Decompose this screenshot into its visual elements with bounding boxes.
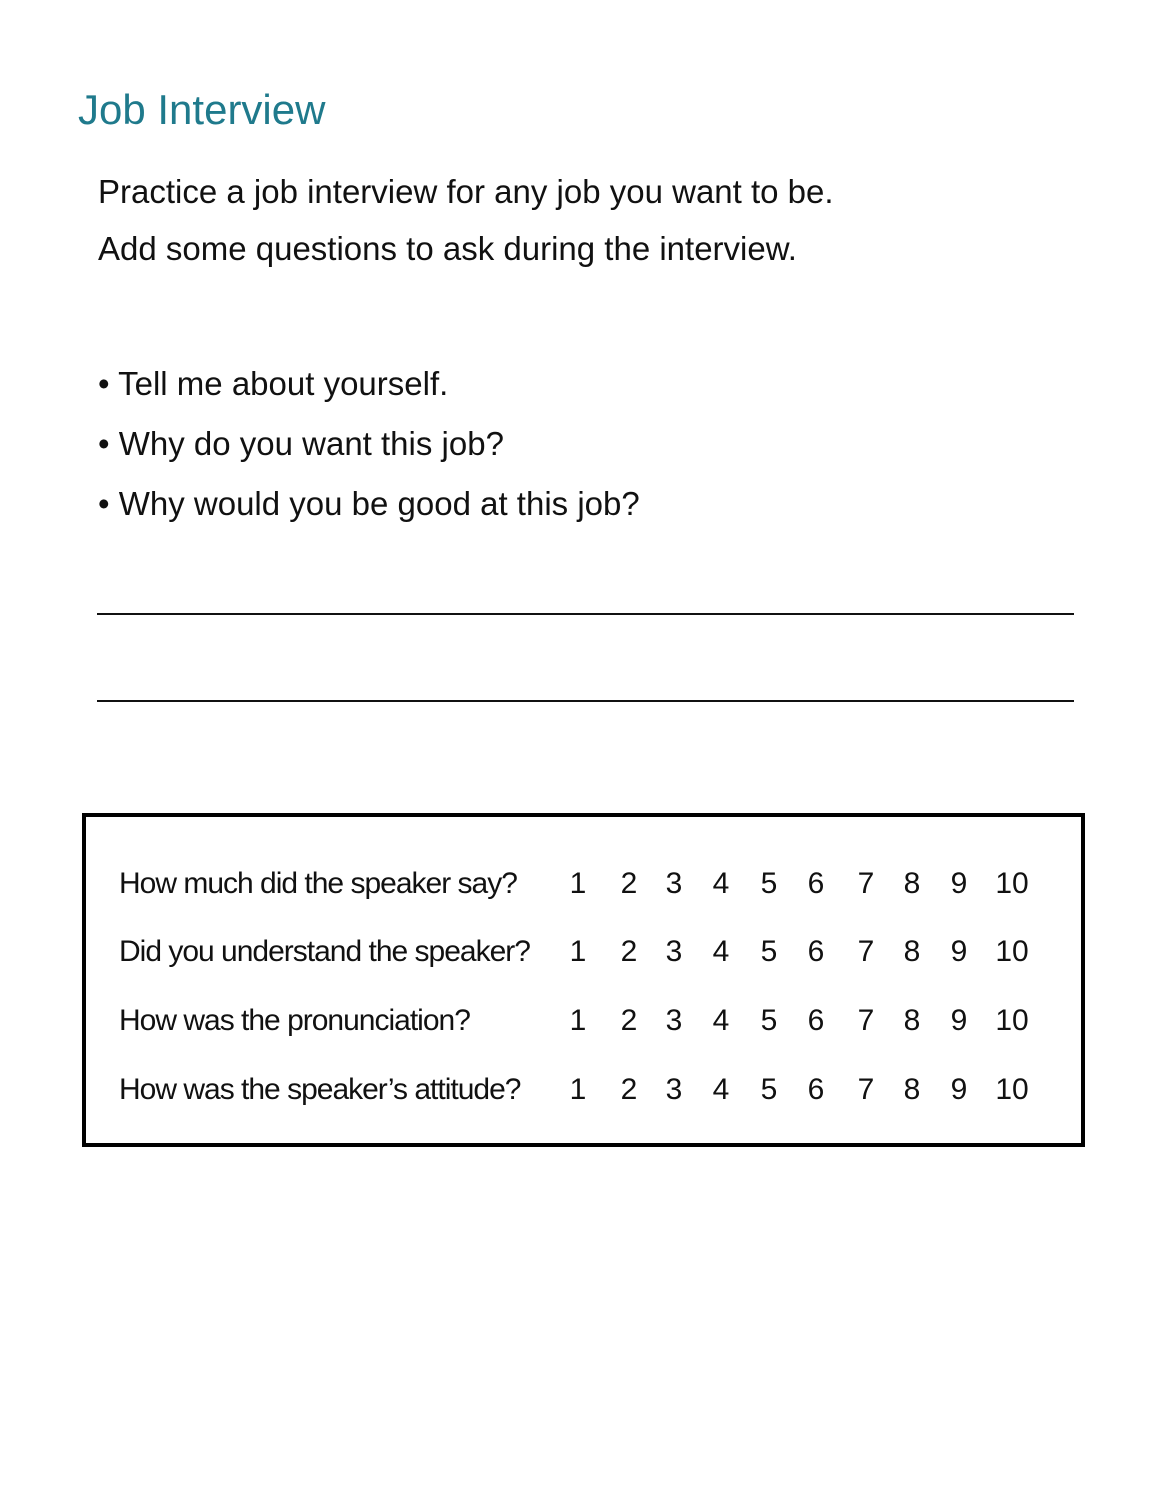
rating-option[interactable]: 9 xyxy=(950,935,968,968)
rating-option[interactable]: 2 xyxy=(620,1073,638,1106)
question-item: • Why do you want this job? xyxy=(98,425,504,462)
rating-row xyxy=(86,864,1081,904)
rating-option[interactable]: 10 xyxy=(995,867,1029,900)
rating-option[interactable]: 4 xyxy=(712,935,730,968)
rating-option[interactable]: 8 xyxy=(903,1004,921,1037)
rating-option[interactable]: 8 xyxy=(903,935,921,968)
rating-option[interactable]: 3 xyxy=(665,1004,683,1037)
rating-option[interactable]: 1 xyxy=(569,1073,587,1106)
rating-option[interactable]: 7 xyxy=(857,1004,875,1037)
rating-option[interactable]: 5 xyxy=(760,1073,778,1106)
rating-option[interactable]: 1 xyxy=(569,935,587,968)
rating-question: Did you understand the speaker? xyxy=(119,935,530,968)
rating-option[interactable]: 2 xyxy=(620,867,638,900)
rating-question: How was the pronunciation? xyxy=(119,1004,470,1037)
rating-option[interactable]: 7 xyxy=(857,935,875,968)
rating-option[interactable]: 3 xyxy=(665,1073,683,1106)
rating-option[interactable]: 1 xyxy=(569,867,587,900)
rating-option[interactable]: 2 xyxy=(620,1004,638,1037)
rating-option[interactable]: 10 xyxy=(995,1004,1029,1037)
rating-option[interactable]: 6 xyxy=(807,1004,825,1037)
rating-option[interactable]: 2 xyxy=(620,935,638,968)
rating-row xyxy=(86,1001,1081,1041)
rating-option[interactable]: 4 xyxy=(712,1004,730,1037)
rating-option[interactable]: 4 xyxy=(712,1073,730,1106)
rating-option[interactable]: 6 xyxy=(807,867,825,900)
rating-option[interactable]: 10 xyxy=(995,935,1029,968)
rating-option[interactable]: 3 xyxy=(665,935,683,968)
intro-line-1: Practice a job interview for any job you want to be. xyxy=(98,173,834,210)
rating-option[interactable]: 3 xyxy=(665,867,683,900)
rating-option[interactable]: 1 xyxy=(569,1004,587,1037)
rating-question: How much did the speaker say? xyxy=(119,867,517,900)
rating-option[interactable]: 4 xyxy=(712,867,730,900)
rating-box xyxy=(82,813,1085,1147)
rating-option[interactable]: 6 xyxy=(807,1073,825,1106)
rating-question: How was the speaker’s attitude? xyxy=(119,1073,521,1106)
rating-option[interactable]: 5 xyxy=(760,1004,778,1037)
rating-option[interactable]: 8 xyxy=(903,867,921,900)
rating-option[interactable]: 9 xyxy=(950,1073,968,1106)
rating-option[interactable]: 10 xyxy=(995,1073,1029,1106)
intro-line-2: Add some questions to ask during the interview. xyxy=(98,230,797,267)
rating-option[interactable]: 5 xyxy=(760,867,778,900)
question-item: • Why would you be good at this job? xyxy=(98,485,640,522)
rating-option[interactable]: 5 xyxy=(760,935,778,968)
rating-option[interactable]: 8 xyxy=(903,1073,921,1106)
rating-option[interactable]: 9 xyxy=(950,1004,968,1037)
page-title: Job Interview xyxy=(78,86,326,133)
answer-line[interactable] xyxy=(97,700,1074,702)
rating-option[interactable]: 7 xyxy=(857,867,875,900)
rating-row xyxy=(86,1070,1081,1110)
rating-option[interactable]: 7 xyxy=(857,1073,875,1106)
rating-row xyxy=(86,932,1081,972)
rating-option[interactable]: 6 xyxy=(807,935,825,968)
answer-line[interactable] xyxy=(97,613,1074,615)
question-item: • Tell me about yourself. xyxy=(98,365,449,402)
rating-option[interactable]: 9 xyxy=(950,867,968,900)
